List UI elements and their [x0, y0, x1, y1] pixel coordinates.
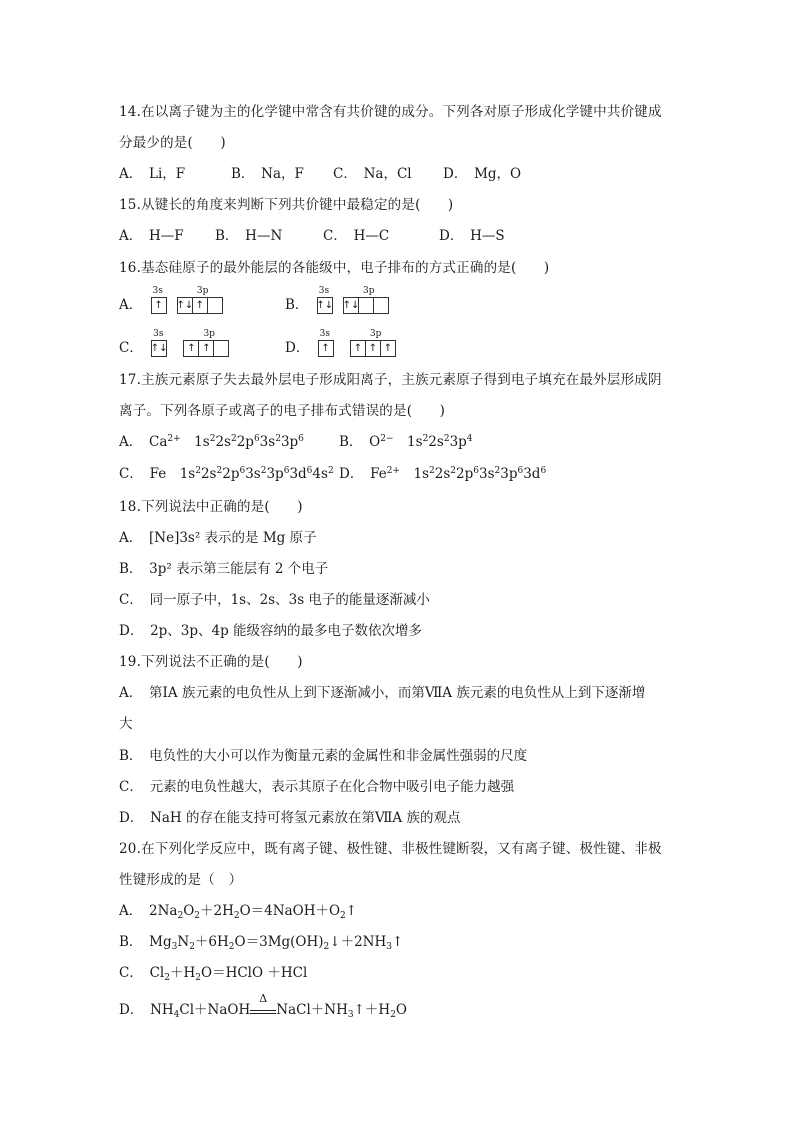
option-letter: C．	[119, 466, 137, 482]
q20-option-b[interactable]: B． $Mg_3N_2+6H_2O=3Mg(OH)_2↓+2NH_3↑$	[119, 934, 404, 952]
q18-option-a[interactable]: A． [Ne]3s² 表示的是 Mg 原子	[119, 530, 317, 546]
orbital-box	[373, 297, 389, 314]
orbital-3p	[176, 286, 223, 314]
q16-option-c-letter: C．	[119, 340, 143, 356]
orbital-3s-label: 3s	[152, 286, 163, 296]
q14-option-d[interactable]: D． Mg，O	[443, 166, 522, 182]
q14-options	[119, 164, 521, 186]
q16-option-c[interactable]	[119, 329, 229, 362]
q15-option-b[interactable]: B． H—N	[215, 228, 283, 244]
orbital-3s-label: 3s	[153, 329, 164, 339]
orbital-box: ↑	[318, 340, 334, 357]
option-letter: B．	[119, 934, 136, 950]
orbital-box	[358, 297, 374, 314]
q17-stem-line1: 17.主族元素原子失去最外层电子形成阳离子，主族元素原子得到电子填充在最外层形成阴	[119, 372, 662, 388]
q16-option-a-letter: A．	[119, 297, 143, 313]
q19-stem: 19.下列说法不正确的是( )	[119, 654, 303, 670]
orbital-box: ↑	[350, 340, 366, 357]
orbital-3p-label: 3p	[196, 286, 209, 296]
orbital-3p-label: 3p	[369, 329, 382, 339]
orbital-box: ↑	[380, 340, 396, 357]
q16-option-b[interactable]	[285, 286, 389, 319]
q20-option-d[interactable]: D． $NH_4Cl+NaOH$ Δ $NaCl+NH_3↑+H_2O$	[119, 1000, 407, 1022]
option-letter: A．	[119, 903, 136, 919]
q17-option-b[interactable]: B． $O^{2-}$ $1s^22s^23p^4$	[339, 434, 473, 450]
q16-stem: 16.基态硅原子的最外能层的各能级中，电子排布的方式正确的是( )	[119, 260, 550, 276]
orbital-box: ↑	[192, 297, 208, 314]
q19-option-a-line1[interactable]: A． 第ⅠA 族元素的电负性从上到下逐渐减小，而第ⅦA 族元素的电负性从上到下逐渐增	[119, 685, 646, 701]
q17-option-d[interactable]: D． $Fe^{2+}$ $1s^22s^22p^63s^23p^63d^6$	[339, 466, 547, 482]
q16-option-a[interactable]	[119, 286, 223, 319]
q20-option-a[interactable]: A． $2Na_2O_2+2H_2O=4NaOH+O_2↑$	[119, 903, 358, 921]
option-letter: D．	[119, 1002, 137, 1018]
orbital-box	[213, 340, 229, 357]
q17-option-a[interactable]: A． $Ca^{2+}$ $1s^22s^22p^63s^23p^6$	[119, 434, 304, 450]
option-letter: A．	[119, 434, 136, 450]
orbital-3p	[342, 286, 389, 314]
orbital-box: ↑↓	[151, 340, 167, 357]
equals-bar	[250, 1010, 276, 1014]
q18-option-b[interactable]: B． 3p² 表示第三能层有 2 个电子	[119, 561, 329, 577]
orbital-box: ↑↓	[317, 297, 333, 314]
orbital-3s	[318, 329, 334, 357]
orbital-3p-label: 3p	[203, 329, 215, 339]
orbital-box: ↑↓	[343, 297, 359, 314]
q20-stem-line2: 性键形成的是（ ）	[119, 872, 243, 888]
q19-option-b[interactable]: B． 电负性的大小可以作为衡量元素的金属性和非金属性强弱的尺度	[119, 748, 528, 764]
option-letter: D．	[339, 466, 357, 482]
q17-stem-line2: 离子。下列各原子或离子的电子排布式错误的是( )	[119, 403, 446, 419]
q18-stem: 18.下列说法中正确的是( )	[119, 499, 303, 515]
orbital-box: ↑	[365, 340, 381, 357]
q18-option-c[interactable]: C． 同一原子中，1s、2s、3s 电子的能量逐渐减小	[119, 592, 430, 608]
orbital-box: ↑	[151, 297, 167, 314]
q15-options	[119, 226, 505, 248]
heat-symbol: Δ	[259, 992, 268, 1005]
q14-stem-line2: 分最少的是( )	[119, 135, 226, 151]
q19-option-a-line2[interactable]: 大	[119, 716, 133, 732]
orbital-3s	[150, 329, 168, 357]
q14-option-c[interactable]: C． Na，Cl	[333, 166, 412, 182]
option-letter: C．	[119, 965, 137, 981]
q16-option-b-letter: B．	[285, 297, 309, 313]
q15-option-c[interactable]: C． H—C	[323, 228, 390, 244]
option-letter: B．	[339, 434, 356, 450]
q20-stem-line1: 20.在下列化学反应中，既有离子键、极性键、非极性键断裂，又有离子键、极性键、非极	[119, 841, 662, 857]
orbital-box: ↑	[183, 340, 199, 357]
orbital-box	[207, 297, 223, 314]
q18-option-d[interactable]: D． 2p、3p、4p 能级容纳的最多电子数依次增多	[119, 623, 423, 639]
q15-stem: 15.从键长的角度来判断下列共价键中最稳定的是( )	[119, 197, 454, 213]
orbital-box: ↑	[198, 340, 214, 357]
q15-option-d[interactable]: D． H—S	[439, 228, 505, 244]
orbital-3s	[316, 286, 334, 314]
q19-option-d[interactable]: D． NaH 的存在能支持可将氢元素放在第ⅦA 族的观点	[119, 810, 461, 826]
q14-option-a[interactable]: A． Li，F	[119, 166, 186, 182]
q16-option-d-letter: D．	[285, 340, 310, 356]
q15-option-a[interactable]: A． H—F	[119, 228, 184, 244]
q17-option-c[interactable]: C． Fe $1s^22s^22p^63s^23p^63d^64s^2$	[119, 466, 334, 482]
heat-condition	[250, 992, 276, 1014]
q14-option-b[interactable]: B． Na，F	[231, 166, 304, 182]
q19-option-c[interactable]: C． 元素的电负性越大，表示其原子在化合物中吸引电子能力越强	[119, 779, 515, 795]
orbital-3s	[151, 286, 167, 314]
orbital-3p	[183, 329, 229, 357]
q20-option-c[interactable]: C． $Cl_2+H_2O=HClO +HCl$	[119, 965, 308, 983]
orbital-3p-label: 3p	[363, 286, 375, 296]
orbital-3p	[350, 329, 396, 357]
q16-option-d[interactable]	[285, 329, 396, 362]
orbital-box: ↑↓	[177, 297, 193, 314]
orbital-3s-label: 3s	[319, 329, 330, 339]
q14-stem-line1: 14.在以离子键为主的化学键中常含有共价键的成分。下列各对原子形成化学键中共价键成	[119, 104, 662, 120]
orbital-3s-label: 3s	[318, 286, 330, 296]
